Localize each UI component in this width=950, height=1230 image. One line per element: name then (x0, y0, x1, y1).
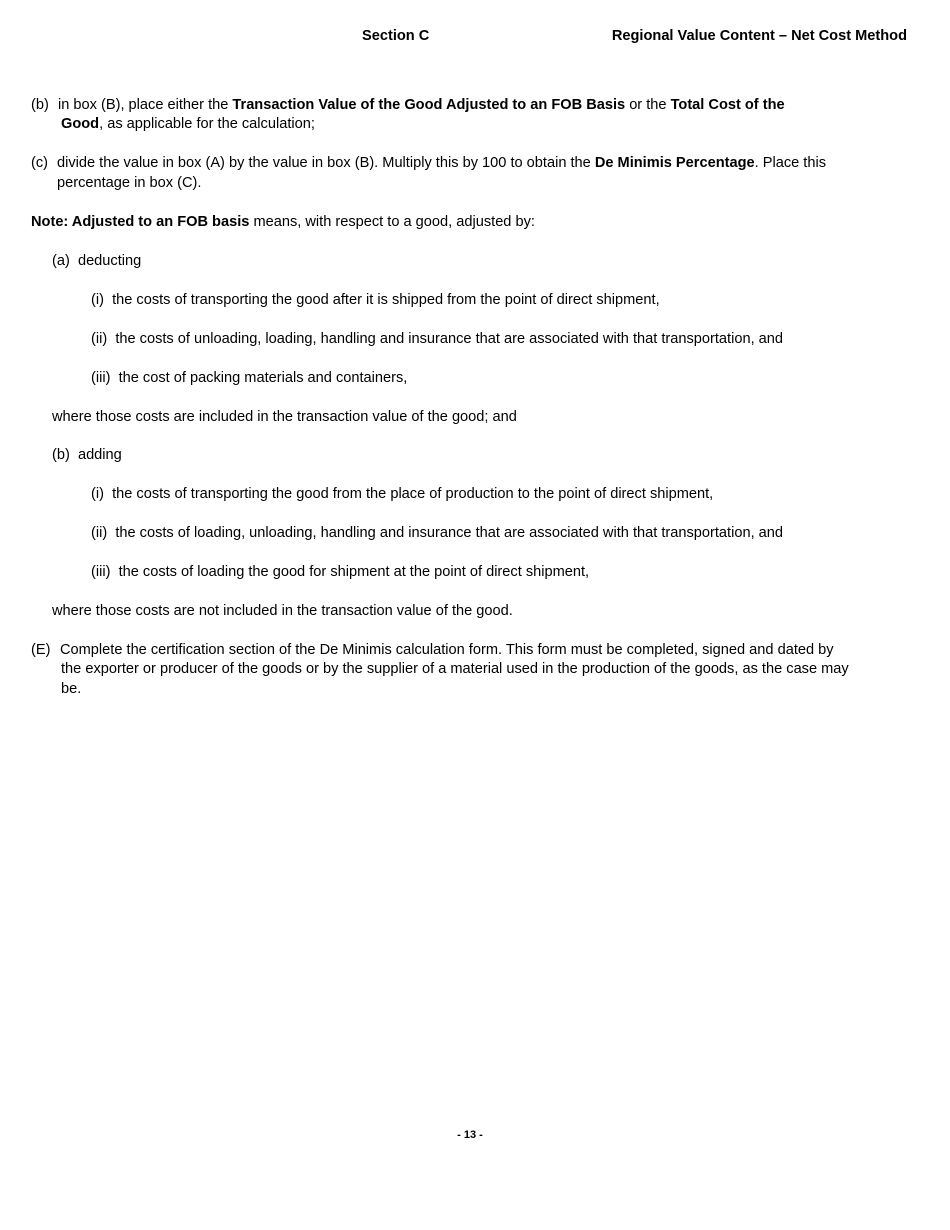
paragraph-e-line-1: Complete the certification section of the De Minimis calculation form. This form must be completed, signed and dated by (60, 642, 834, 658)
bold-term-total-cost: Total Cost of the (670, 97, 785, 113)
page-number: - 13 - (457, 1129, 483, 1141)
paragraph-c-line-1: divide the value in box (A) by the value in box (B). Multiply this by 100 to obtain the De Minimis Percentage. Place this (57, 155, 827, 171)
paragraph-b-line-2: Good, as applicable for the calculation; (61, 116, 315, 132)
note: Note: Adjusted to an FOB basis means, with respect to a good, adjusted by: (31, 214, 535, 230)
list-item: (iii) the cost of packing materials and containers, (91, 370, 408, 386)
adding-heading: (b) adding (52, 447, 122, 463)
list-item: (i) the costs of transporting the good after it is shipped from the point of direct shipment, (91, 292, 660, 308)
deducting-closing: where those costs are included in the transaction value of the good; and (52, 409, 517, 425)
deducting-heading: (a) deducting (52, 253, 142, 269)
list-item: (ii) the costs of loading, unloading, handling and insurance that are associated with that transportation, and (91, 525, 784, 541)
adding-closing: where those costs are not included in the transaction value of the good. (52, 603, 513, 619)
list-item: (ii) the costs of unloading, loading, handling and insurance that are associated with that transportation, and (91, 331, 784, 347)
paragraph-b-line-1: in box (B), place either the Transaction Value of the Good Adjusted to an FOB Basis or the Total Cost of the (58, 97, 785, 113)
page-title: Regional Value Content – Net Cost Method (611, 28, 907, 44)
bold-term-de-minimis: De Minimis Percentage (594, 155, 755, 171)
paragraph-e-line-2: the exporter or producer of the goods or by the supplier of a material used in the production of the goods, as the case may (61, 661, 849, 677)
section-label: Section C (362, 28, 430, 44)
note-heading: Note: Adjusted to an FOB basis (31, 214, 250, 230)
bold-term-fob-value: Transaction Value of the Good Adjusted to an FOB Basis (232, 97, 626, 113)
list-item: (iii) the costs of loading the good for shipment at the point of direct shipment, (91, 564, 590, 580)
paragraph-c-line-2: percentage in box (C). (57, 175, 202, 191)
list-item: (i) the costs of transporting the good from the place of production to the point of direct shipment, (91, 486, 714, 502)
paragraph-c-label: (c) (31, 155, 49, 171)
paragraph-e-line-3: be. (61, 681, 82, 697)
paragraph-b-label: (b) (31, 97, 49, 113)
paragraph-e-label: (E) (31, 642, 51, 658)
